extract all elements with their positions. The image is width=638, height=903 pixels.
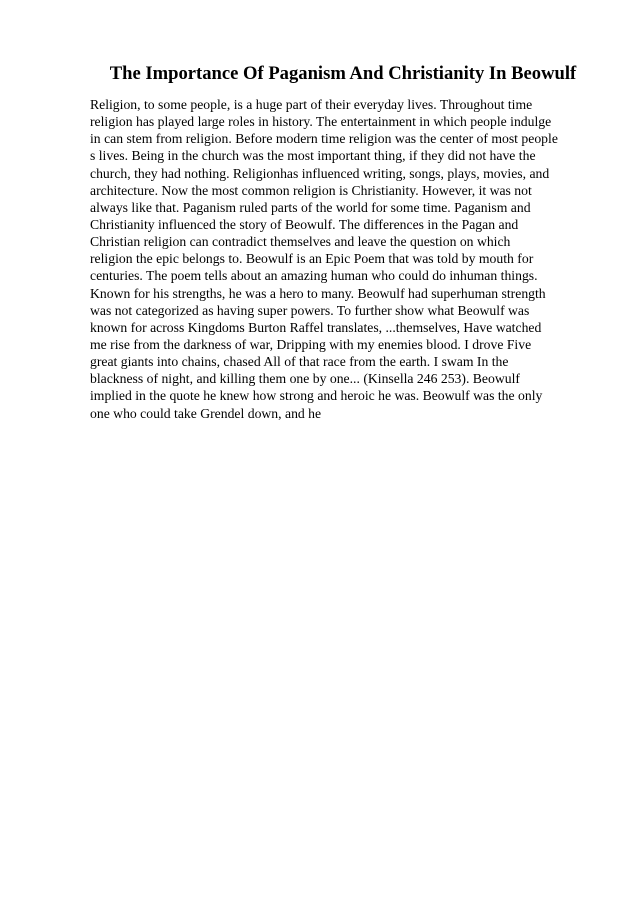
body-line: known for across Kingdoms Burton Raffel translates, ...themselves, Have watched (90, 319, 542, 335)
body-line: Christianity influenced the story of Beowulf. The differences in the Pagan and (90, 216, 519, 232)
body-line: architecture. Now the most common religion is Christianity. However, it was not (90, 182, 532, 198)
body-line: blackness of night, and killing them one by one... (Kinsella 246 253). Beowulf (90, 371, 520, 387)
body-line: in can stem from religion. Before modern time religion was the center of most people (90, 131, 558, 147)
body-line: Christian religion can contradict themselves and leave the question on which (90, 234, 511, 250)
body-line: always like that. Paganism ruled parts of the world for some time. Paganism and (90, 199, 531, 215)
body-line: implied in the quote he knew how strong and heroic he was. Beowulf was the only (90, 388, 543, 404)
body-line: religion has played large roles in history. The entertainment in which people indulge (90, 114, 552, 130)
body-line: centuries. The poem tells about an amazing human who could do inhuman things. (90, 268, 538, 284)
body-line: Religion, to some people, is a huge part of their everyday lives. Throughout time (90, 97, 533, 112)
body-line: religion the epic belongs to. Beowulf is an Epic Poem that was told by mouth for (90, 251, 534, 267)
body-line: me rise from the darkness of war, Dripping with my enemies blood. I drove Five (90, 336, 532, 352)
body-line: Known for his strengths, he was a hero to many. Beowulf had superhuman strength (90, 285, 546, 301)
document-body (90, 96, 600, 422)
body-line: great giants into chains, chased All of that race from the earth. I swam In the (90, 354, 509, 370)
body-line: one who could take Grendel down, and he (90, 405, 322, 421)
document-title: The Importance Of Paganism And Christianity In Beowulf (109, 63, 577, 84)
body-line: s lives. Being in the church was the most important thing, if they did not have the (90, 148, 536, 164)
body-line: church, they had nothing. Religionhas influenced writing, songs, plays, movies, and (90, 165, 550, 181)
body-line: was not categorized as having super powers. To further show what Beowulf was (90, 302, 530, 318)
